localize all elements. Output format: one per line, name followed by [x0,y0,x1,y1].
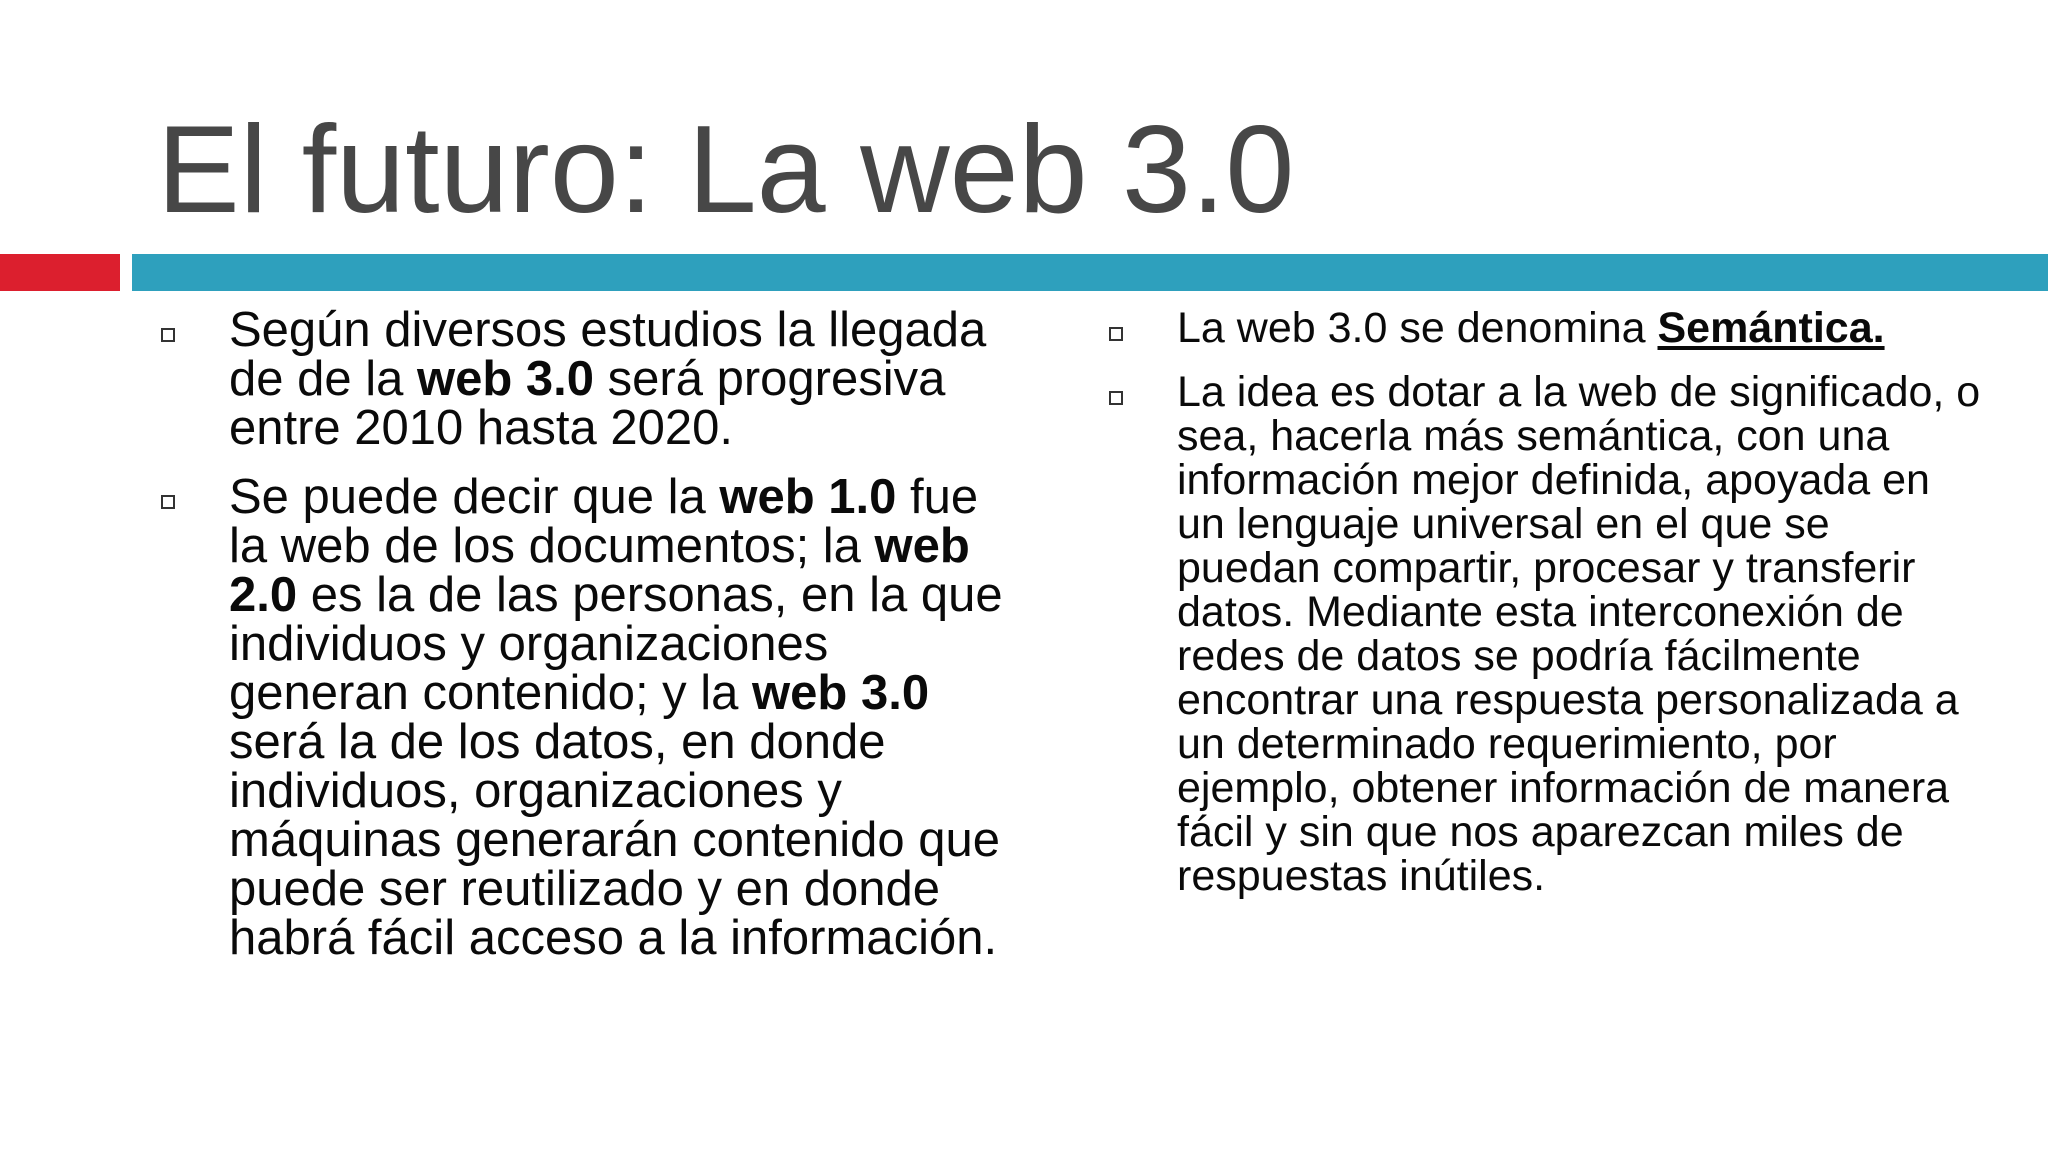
text-run: es la de las personas, en la que individuos y organizaciones generan contenido; y la [229,568,1003,720]
text-run: Se puede decir que la [229,470,720,524]
bold-term: web 3.0 [752,666,930,720]
left-bullet-1 [157,303,1017,455]
hollow-square-bullet-icon [1109,327,1123,341]
text-run: Según diversos estudios la llegada de de la [229,303,987,406]
left-bullet-list [157,303,1017,983]
bold-term: web 2.0 [229,519,970,622]
text-run: será progresiva entre 2010 hasta 2020. [229,352,946,455]
right-bullet-2 [1105,370,1985,898]
text-run: La idea es dotar a la web de significado, o sea, hacerla más semántica, con una información mejor definida, apoyada en un lenguaje universal en el que se puedan compartir, procesar y transferir datos. Mediante esta interconexión de redes de datos se podría fácilmente encontrar una respuesta personalizada a un determinado requerimiento, por ejemplo, obtener información de manera fácil y sin que nos aparezcan miles de respuestas inútiles. [1177,368,1981,900]
bold-term: web 1.0 [719,470,897,524]
right-bullet-list [1105,306,1985,918]
left-bullet-2 [157,470,1017,965]
hollow-square-bullet-icon [161,328,175,342]
text-run: será la de los datos, en donde individuos, organizaciones y máquinas generarán contenido que puede ser reutilizado y en donde habrá fácil acceso a la información. [229,715,1000,965]
bold-underlined-term: Semántica. [1657,304,1885,352]
hollow-square-bullet-icon [1109,391,1123,405]
accent-bar-red [0,254,120,291]
right-bullet-1 [1105,306,1985,350]
hollow-square-bullet-icon [161,495,175,509]
text-run: fue la web de los documentos; la [229,470,979,573]
slide-title: El futuro: La web 3.0 [157,101,1295,239]
accent-bar-teal [132,254,2048,291]
bold-term: web 3.0 [417,352,595,406]
text-run: La web 3.0 se denomina [1177,304,1658,352]
